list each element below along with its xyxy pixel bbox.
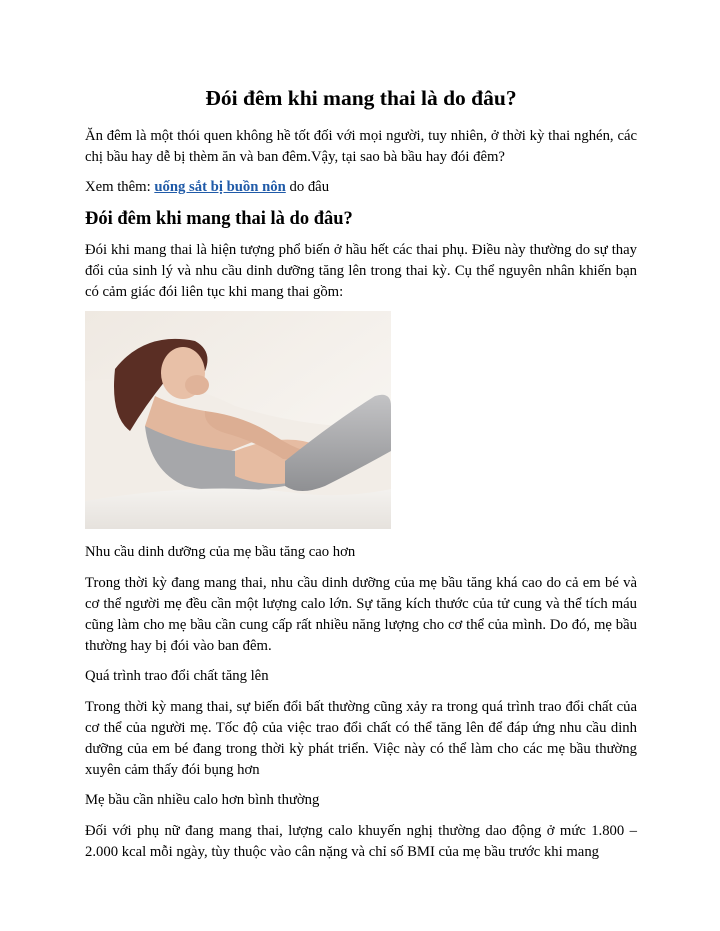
pregnant-woman-illustration bbox=[85, 311, 391, 529]
reason-3-text: Đối với phụ nữ đang mang thai, lượng calo khuyến nghị thường dao động ở mức 1.800 – 2.000 kcal mỗi ngày, tùy thuộc vào cân nặng và chỉ số BMI của mẹ bầu trước khi mang bbox=[85, 823, 637, 860]
reason-1-heading: Nhu cầu dinh dưỡng của mẹ bầu tăng cao hơn bbox=[85, 544, 356, 560]
reason-2-heading: Quá trình trao đổi chất tăng lên bbox=[85, 668, 269, 684]
intro-paragraph: Ăn đêm là một thói quen không hề tốt đối với mọi người, tuy nhiên, ở thời kỳ thai nghén, các chị bầu hay dễ bị thèm ăn và ban đêm.Vậy, tại sao bà bầu hay đói đêm? bbox=[85, 128, 637, 165]
see-also-line bbox=[85, 177, 637, 198]
see-also-prefix: Xem thêm: bbox=[85, 179, 155, 195]
document-page bbox=[85, 84, 637, 872]
reason-3-heading: Mẹ bầu cần nhiều calo hơn bình thường bbox=[85, 792, 320, 808]
page-title: Đói đêm khi mang thai là do đâu? bbox=[205, 86, 517, 110]
see-also-link[interactable]: uống sắt bị buồn nôn bbox=[154, 179, 286, 195]
see-also-suffix: do đâu bbox=[285, 179, 330, 195]
pregnant-woman-image bbox=[85, 311, 391, 529]
reason-1-text: Trong thời kỳ đang mang thai, nhu cầu dinh dưỡng của mẹ bầu tăng khá cao do cả em bé và cơ thể người mẹ đều cần một lượng calo lớn. Sự tăng kích thước của tử cung và thể tích máu cũng làm cho mẹ bầu cần cung cấp rất nhiều năng lượng cho cơ thể của mình. Do đó, mẹ bầu thường hay bị đói vào ban đêm. bbox=[85, 575, 637, 654]
section-heading: Đói đêm khi mang thai là do đâu? bbox=[85, 209, 353, 229]
reason-2-text: Trong thời kỳ mang thai, sự biến đổi bất thường cũng xảy ra trong quá trình trao đổi chất của cơ thể của người mẹ. Tốc độ của việc trao đổi chất có thể tăng lên để đáp ứng nhu cầu dinh dưỡng của em bé đang trong thời kỳ phát triển. Việc này có thể làm cho các mẹ bầu thường xuyên cảm thấy đói bụng hơn bbox=[85, 699, 637, 778]
section-intro-paragraph: Đói khi mang thai là hiện tượng phổ biến ở hầu hết các thai phụ. Điều này thường do sự thay đổi của sinh lý và nhu cầu dinh dưỡng tăng lên trong thai kỳ. Cụ thể nguyên nhân khiến bạn có cảm giác đói liên tục khi mang thai gồm: bbox=[85, 242, 637, 300]
